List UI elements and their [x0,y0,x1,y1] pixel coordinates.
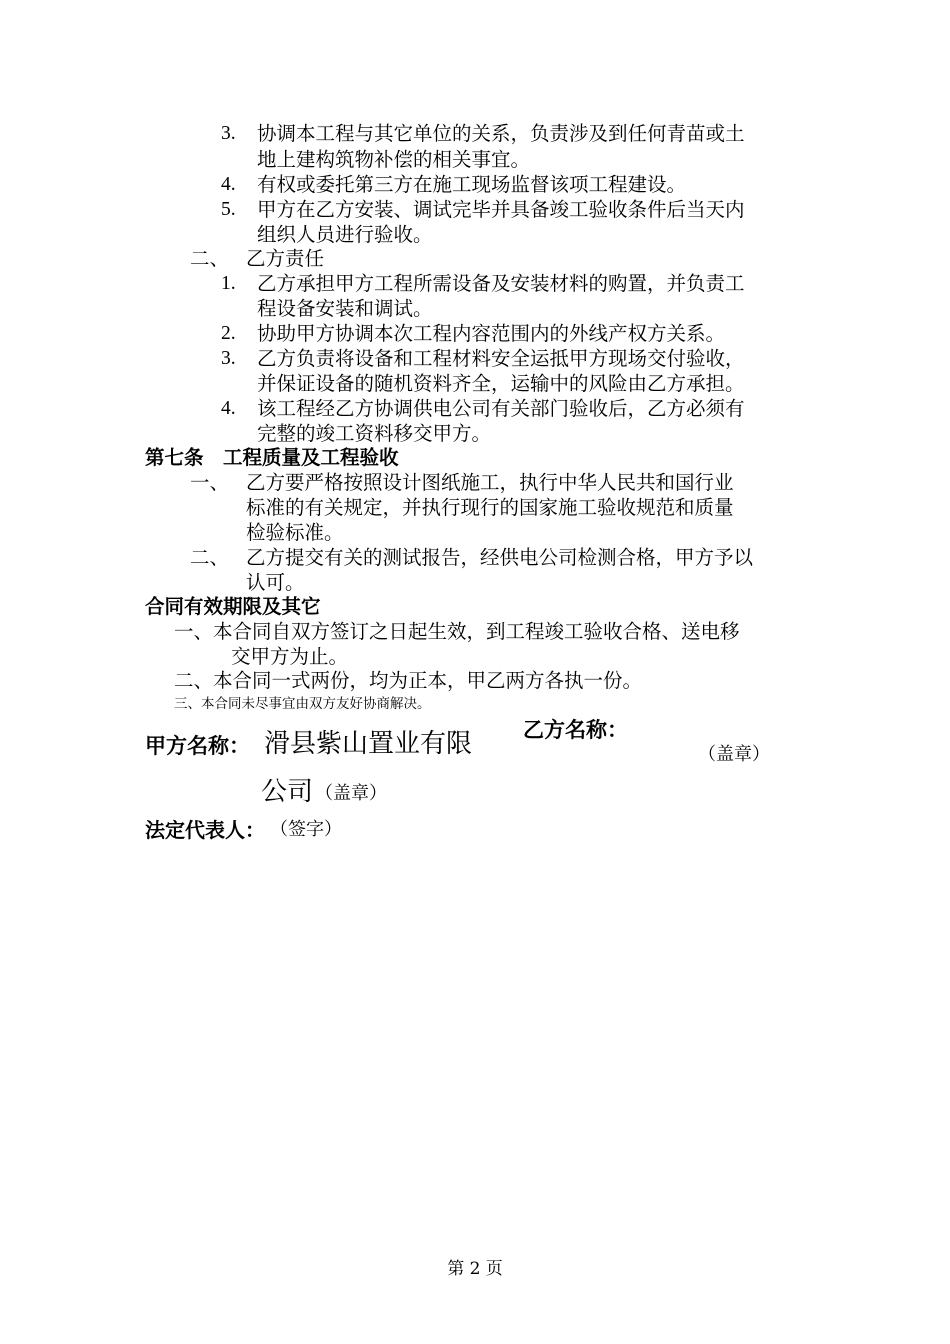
item-text: 并保证设备的随机资料齐全，运输中的风险由乙方承担。 [257,372,745,395]
item-number: 3. [221,123,236,144]
legal-rep-sign: （签字） [270,819,342,840]
item-number: 1. [221,273,236,294]
party-b-label: 乙方名称： [523,718,628,742]
item-text: 有权或委托第三方在施工现场监督该项工程建设。 [257,173,687,196]
paragraph: 三、本合同未尽事宜由双方友好协商解决。 [174,696,431,712]
item-number: 5. [221,199,236,220]
item-text: 乙方要严格按照设计图纸施工，执行中华人民共和国行业 [246,471,734,494]
item-text: 地上建构筑物补偿的相关事宜。 [257,148,531,171]
paragraph: 二、本合同一式两份，均为正本，甲乙两方各执一份。 [174,669,643,692]
subsection-title: 乙方责任 [246,247,325,270]
paragraph: 交甲方为止。 [231,645,349,668]
item-number: 4. [221,398,236,419]
item-number: 二、 [190,546,230,569]
section-heading: 第七条 工程质量及工程验收 [145,446,399,469]
item-text: 检验标准。 [246,521,344,544]
item-text: 程设备安装和调试。 [257,297,433,320]
item-text: 协调本工程与其它单位的关系，负责涉及到任何青苗或土 [257,122,745,145]
paragraph: 一、本合同自双方签订之日起生效，到工程竣工验收合格、送电移 [174,620,740,643]
party-b-seal: （盖章） [698,744,770,765]
item-text: 该工程经乙方协调供电公司有关部门验收后，乙方必须有 [257,397,745,420]
item-text: 乙方承担甲方工程所需设备及安装材料的购置，并负责工 [257,272,745,295]
party-a-seal: （盖章） [315,783,387,804]
section-heading: 合同有效期限及其它 [145,595,321,618]
item-number: 一、 [190,471,230,494]
item-text: 乙方提交有关的测试报告，经供电公司检测合格，甲方予以 [246,546,754,569]
party-a-label: 甲方名称： [145,734,250,758]
item-text: 完整的竣工资料移交甲方。 [257,422,492,445]
party-a-name: 公司 [261,777,314,807]
item-text: 认可。 [246,571,305,594]
party-a-name: 滑县紫山置业有限 [264,729,473,759]
item-number: 2. [221,323,236,344]
item-text: 乙方负责将设备和工程材料安全运抵甲方现场交付验收， [257,347,745,370]
item-text: 标准的有关规定，并执行现行的国家施工验收规范和质量 [246,496,734,519]
subsection-number: 二、 [190,247,230,270]
item-number: 3. [221,348,236,369]
item-text: 组织人员进行验收。 [257,223,433,246]
item-text: 协助甲方协调本次工程内容范围内的外线产权方关系。 [257,322,726,345]
page-number: 第 2 页 [447,1259,503,1279]
item-number: 4. [221,174,236,195]
item-text: 甲方在乙方安装、调试完毕并具备竣工验收条件后当天内 [257,198,745,221]
legal-rep-label: 法定代表人： [145,818,265,842]
